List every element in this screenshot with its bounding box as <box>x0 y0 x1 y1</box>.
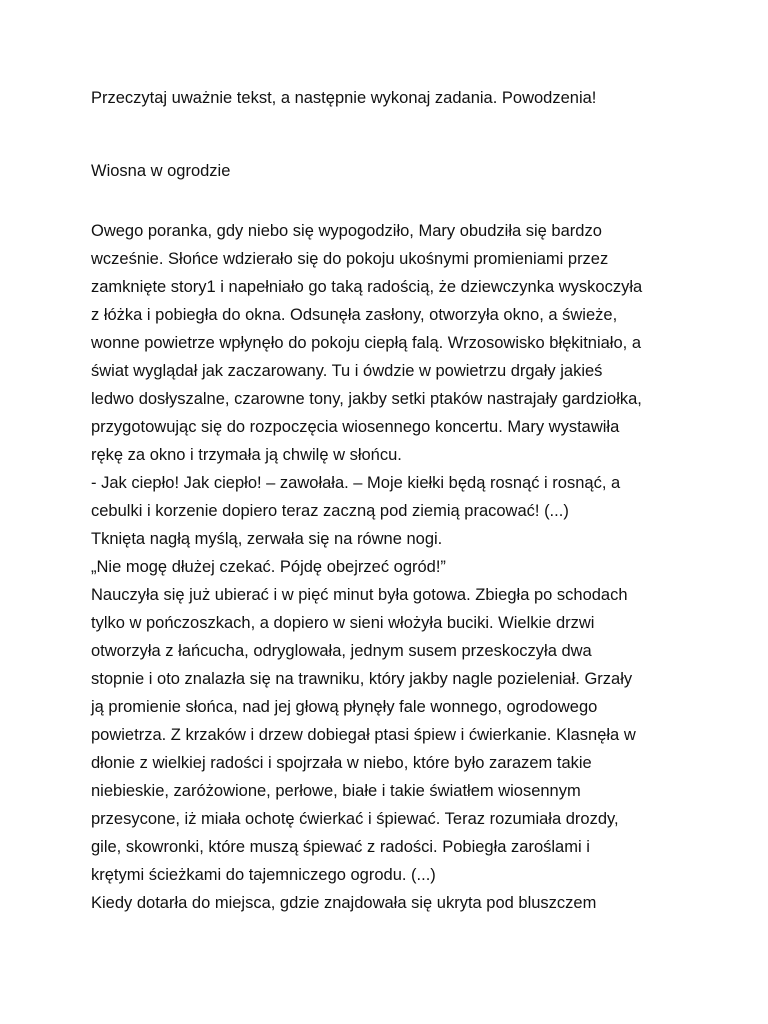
body-line: Tknięta nagłą myślą, zerwała się na równe nogi. <box>91 530 443 548</box>
body-line: krętymi ścieżkami do tajemniczego ogrodu. (...) <box>91 866 436 884</box>
body-line: wonne powietrze wpłynęło do pokoju ciepłą falą. Wrzosowisko błękitniało, a <box>91 334 641 352</box>
body-line: niebieskie, zaróżowione, perłowe, białe i takie światłem wiosennym <box>91 782 581 800</box>
story-body <box>91 217 691 917</box>
body-line: tylko w pończoszkach, a dopiero w sieni włożyła buciki. Wielkie drzwi <box>91 614 595 632</box>
body-line: przygotowując się do rozpoczęcia wiosennego koncertu. Mary wystawiła <box>91 418 620 436</box>
body-line: ją promienie słońca, nad jej głową płynęły fale wonnego, ogrodowego <box>91 698 598 716</box>
body-line: Nauczyła się już ubierać i w pięć minut była gotowa. Zbiegła po schodach <box>91 586 628 604</box>
body-line: świat wyglądał jak zaczarowany. Tu i ówdzie w powietrzu drgały jakieś <box>91 362 603 380</box>
body-line: wcześnie. Słońce wdzierało się do pokoju ukośnymi promieniami przez <box>91 250 609 268</box>
body-line: rękę za okno i trzymała ją chwilę w słońcu. <box>91 446 402 464</box>
body-line: - Jak ciepło! Jak ciepło! – zawołała. – Moje kiełki będą rosnąć i rosnąć, a <box>91 474 621 492</box>
body-line: Owego poranka, gdy niebo się wypogodziło, Mary obudziła się bardzo <box>91 222 602 240</box>
body-line: Kiedy dotarła do miejsca, gdzie znajdowała się ukryta pod bluszczem <box>91 894 597 912</box>
body-line: zamknięte story1 i napełniało go taką radością, że dziewczynka wyskoczyła <box>91 278 643 296</box>
body-line: z łóżka i pobiegła do okna. Odsunęła zasłony, otworzyła okno, a świeże, <box>91 306 618 324</box>
body-line: przesycone, iż miała ochotę ćwierkać i śpiewać. Teraz rozumiała drozdy, <box>91 810 619 828</box>
instruction-text: Przeczytaj uważnie tekst, a następnie wykonaj zadania. Powodzenia! <box>91 89 597 107</box>
body-line: powietrza. Z krzaków i drzew dobiegał ptasi śpiew i ćwierkanie. Klasnęła w <box>91 726 636 744</box>
body-line: dłonie z wielkiej radości i spojrzała w niebo, które było zarazem takie <box>91 754 592 772</box>
body-line: otworzyła z łańcucha, odryglowała, jednym susem przeskoczyła dwa <box>91 642 592 660</box>
story-title: Wiosna w ogrodzie <box>91 162 231 180</box>
body-line: ledwo dosłyszalne, czarowne tony, jakby setki ptaków nastrajały gardziołka, <box>91 390 642 408</box>
body-line: „Nie mogę dłużej czekać. Pójdę obejrzeć ogród!” <box>91 558 446 576</box>
body-line: cebulki i korzenie dopiero teraz zaczną pod ziemią pracować! (...) <box>91 502 569 520</box>
body-line: gile, skowronki, które muszą śpiewać z radości. Pobiegła zaroślami i <box>91 838 590 856</box>
body-line: stopnie i oto znalazła się na trawniku, który jakby nagle pozieleniał. Grzały <box>91 670 633 688</box>
